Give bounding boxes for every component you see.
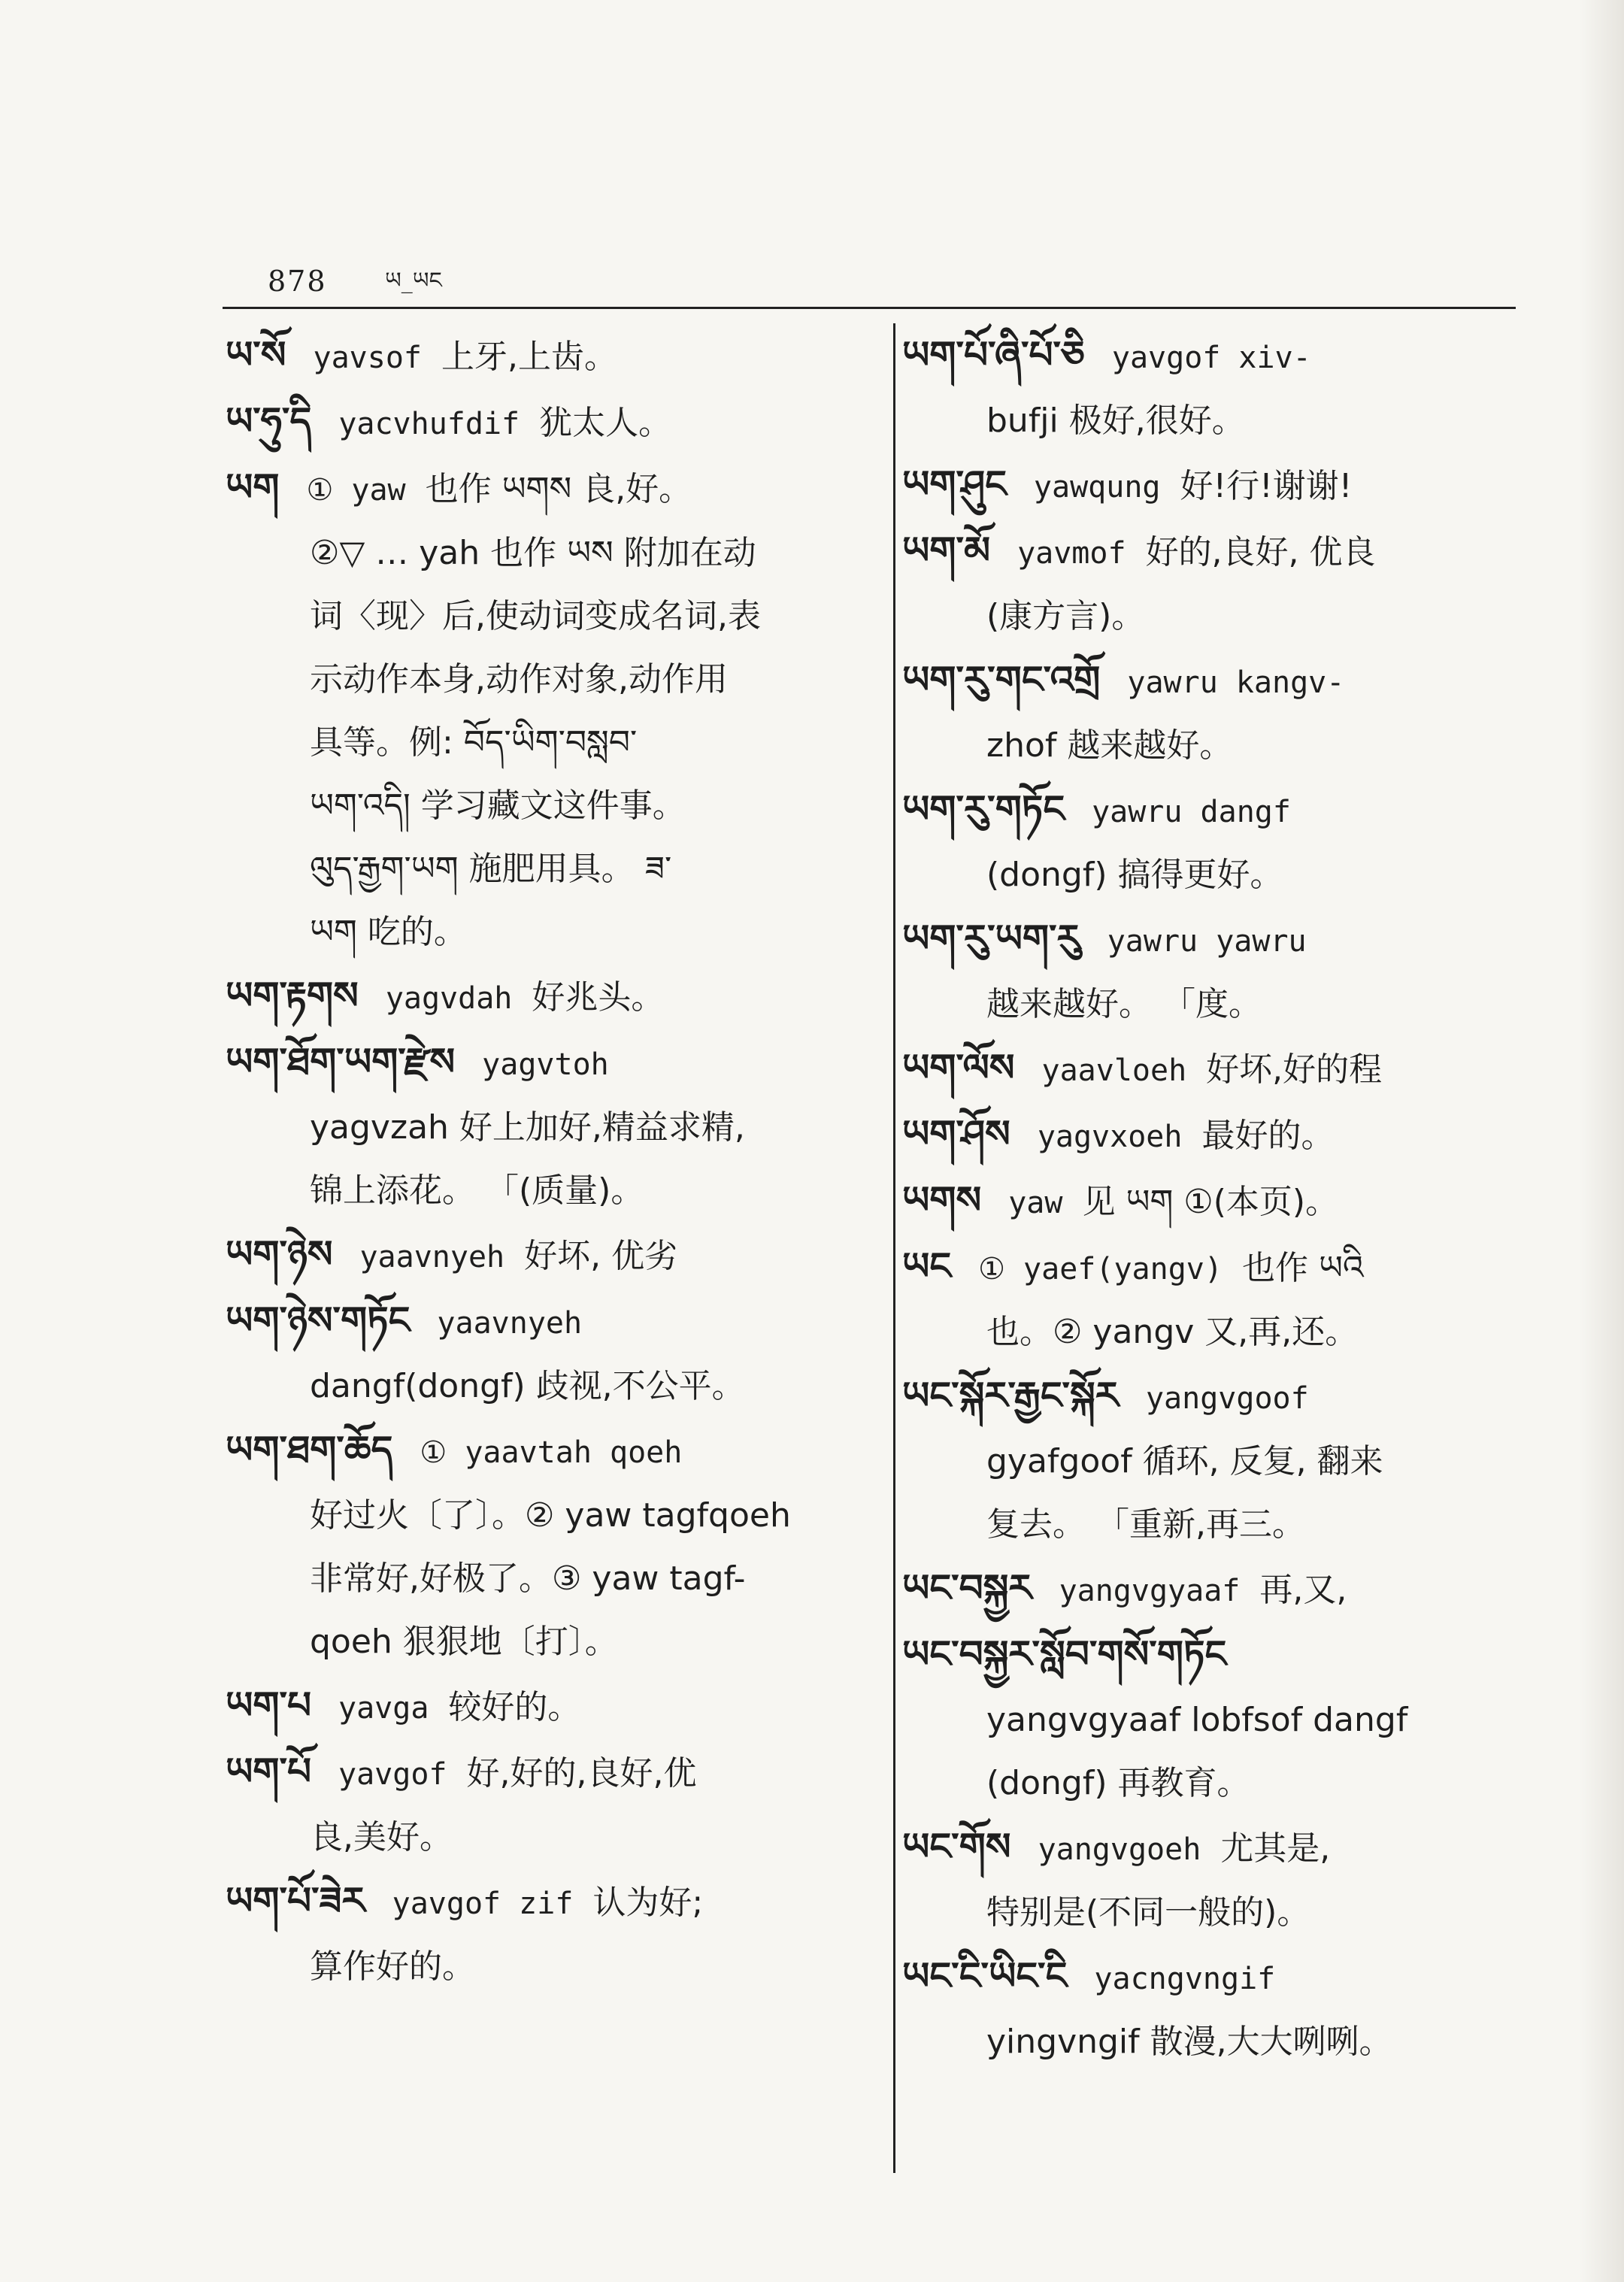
romanization: yavga — [338, 1691, 429, 1726]
gloss-text: 见 ཡག ①(本页)。 — [1082, 1183, 1339, 1221]
dictionary-entry — [902, 323, 1526, 453]
headword-tibetan: ཡ་ཧུ་དི — [226, 399, 312, 443]
entry-headline — [902, 907, 1526, 973]
entry-continuation-line — [902, 585, 1526, 648]
gloss-text: 最好的。 — [1201, 1117, 1335, 1155]
entry-continuation-line — [226, 901, 872, 964]
gloss-text: 再,又, — [1259, 1571, 1347, 1609]
dictionary-entry — [902, 1623, 1526, 1815]
gloss-text: gyafgoof 循环, 反复, 翻来 — [986, 1442, 1383, 1480]
gloss-text: 锦上添花。 「(质量)。 — [310, 1171, 644, 1210]
entry-headline — [902, 1623, 1526, 1689]
entry-headline — [226, 964, 872, 1030]
gloss-text: qoeh 狠狠地〔打〕。 — [310, 1623, 618, 1661]
gloss-text: dangf(dongf) 歧视,不公平。 — [310, 1367, 745, 1405]
entry-headline — [902, 323, 1526, 389]
dictionary-entry — [902, 1235, 1526, 1364]
romanization: yagvxoeh — [1037, 1120, 1183, 1154]
romanization: yawru kangv- — [1127, 665, 1345, 700]
entry-continuation-line — [226, 774, 872, 838]
headword-tibetan: ཡག — [226, 465, 280, 509]
entry-headline — [902, 648, 1526, 714]
gloss-text: 犹太人。 — [539, 404, 672, 442]
dictionary-entry — [226, 1740, 872, 1869]
romanization: yawru dangf — [1092, 795, 1291, 829]
entry-continuation-line — [226, 522, 872, 585]
gloss-text: 非常好,好极了。③ yaw tagf- — [310, 1559, 746, 1598]
dictionary-entry — [902, 1102, 1526, 1168]
romanization: yaavnyeh — [437, 1306, 583, 1341]
headword-tibetan: ཡ་སོ — [226, 333, 286, 377]
gloss-text: (dongf) 搞得更好。 — [986, 856, 1283, 894]
dictionary-entry — [226, 1223, 872, 1289]
entry-headline — [902, 1364, 1526, 1430]
entry-continuation-line — [226, 838, 872, 901]
headword-tibetan: ཡང་བསྐྱར — [902, 1566, 1032, 1610]
dictionary-entry — [902, 1815, 1526, 1944]
romanization: yavgof xiv- — [1111, 341, 1311, 375]
dictionary-entry — [226, 1869, 872, 1999]
entry-continuation-line — [226, 1935, 872, 1999]
romanization: yacngvngif — [1094, 1962, 1276, 1996]
headword-tibetan: ཡང་ངི་ཡིང་ངི — [902, 1954, 1068, 1998]
gloss-text: 良,美好。 — [310, 1818, 453, 1856]
romanization: yangvgoof — [1145, 1381, 1309, 1416]
gloss-text: 算作好的。 — [310, 1947, 475, 1986]
entry-continuation-line — [902, 1493, 1526, 1556]
headword-tibetan: ཡག་ཤུང — [902, 462, 1007, 506]
entry-continuation-line — [226, 711, 872, 774]
dictionary-entry — [226, 1030, 872, 1223]
headword-tibetan: ཡག་རྟགས — [226, 974, 359, 1017]
entry-continuation-line — [902, 389, 1526, 453]
romanization: yawru yawru — [1107, 924, 1307, 959]
headword-tibetan: ཡང་སྐོར་རྒྱང་སྐོར — [902, 1374, 1119, 1417]
romanization: yavsof — [313, 341, 422, 375]
romanization: yangvgoeh — [1038, 1832, 1201, 1867]
romanization: yaavnyeh — [359, 1240, 505, 1274]
gloss-text: ཡག 吃的。 — [310, 913, 467, 951]
romanization: ① yaef(yangv) — [978, 1252, 1223, 1286]
gloss-text: 好坏,好的程 — [1206, 1050, 1383, 1089]
entry-headline — [226, 1223, 872, 1289]
dictionary-entry — [902, 453, 1526, 519]
romanization: yavgof — [338, 1757, 447, 1792]
dictionary-entry — [902, 1364, 1526, 1556]
entry-headline — [902, 453, 1526, 519]
gloss-text: 好坏, 优劣 — [524, 1237, 678, 1275]
dictionary-entry — [226, 1289, 872, 1418]
entry-headline — [902, 1944, 1526, 2011]
headword-tibetan: ཡག་རུ་ཡག་རུ — [902, 917, 1080, 960]
headword-tibetan: ཡག་མོ — [902, 529, 991, 572]
entry-headline — [226, 323, 872, 389]
headword-tibetan: ཡང — [902, 1244, 952, 1288]
page-number: 878 — [268, 265, 327, 298]
left-column — [226, 323, 872, 1999]
gloss-text: yangvgyaaf lobfsof dangf — [986, 1701, 1408, 1739]
column-divider — [893, 323, 895, 2173]
romanization: yaavloeh — [1041, 1053, 1187, 1088]
gloss-text: 也。② yangv 又,再,还。 — [986, 1313, 1359, 1351]
gloss-text: 好!行!谢谢! — [1180, 467, 1353, 505]
entry-headline — [226, 456, 872, 522]
entry-continuation-line — [902, 1430, 1526, 1493]
gloss-text: 好过火〔了〕。② yaw tagfqoeh — [310, 1496, 791, 1535]
entry-continuation-line — [226, 1806, 872, 1869]
headword-tibetan: ཡག་པ — [226, 1683, 311, 1727]
gloss-text: (康方言)。 — [986, 597, 1145, 635]
gloss-text: 认为好; — [592, 1883, 704, 1922]
gloss-text: 复去。 「重新,再三。 — [986, 1505, 1305, 1544]
romanization: yawqung — [1033, 470, 1161, 505]
dictionary-entry — [226, 1674, 872, 1740]
dictionary-entry — [226, 964, 872, 1030]
entry-continuation-line — [226, 1484, 872, 1547]
entry-continuation-line — [226, 1611, 872, 1674]
headword-tibetan: ཡག་ཉེས་གཏོང — [226, 1299, 411, 1342]
gloss-text: 特别是(不同一般的)。 — [986, 1893, 1310, 1932]
entry-continuation-line — [902, 844, 1526, 907]
entry-headline — [226, 1869, 872, 1935]
gloss-text: 也作 ཡའི — [1241, 1249, 1364, 1287]
gloss-text: yingvngif 散漫,大大咧咧。 — [986, 2023, 1392, 2061]
entry-headline — [902, 1102, 1526, 1168]
dictionary-entry — [226, 1418, 872, 1674]
gloss-text: yagvzah 好上加好,精益求精, — [310, 1108, 745, 1147]
entry-headline — [226, 1674, 872, 1740]
entry-headline — [902, 1556, 1526, 1623]
headword-tibetan: ཡག་པོ — [226, 1750, 311, 1793]
entry-continuation-line — [902, 973, 1526, 1036]
dictionary-entry — [226, 323, 872, 389]
entry-headline — [902, 777, 1526, 844]
entry-continuation-line — [226, 1355, 872, 1418]
headword-tibetan: ཡག་ཐག་ཆོད — [226, 1428, 393, 1471]
entry-headline — [226, 389, 872, 456]
gloss-text: ལུད་རྒྱག་ཡག 施肥用具。 ཟ་ — [310, 850, 672, 888]
headword-tibetan: ཡང་གོས — [902, 1825, 1011, 1868]
header-rule — [223, 307, 1516, 309]
page-header-tibetan: ཡ_ཡང — [385, 268, 442, 294]
entry-continuation-line — [226, 1547, 872, 1611]
dictionary-entry — [902, 1168, 1526, 1235]
entry-headline — [902, 1815, 1526, 1881]
entry-continuation-line — [902, 1301, 1526, 1364]
gloss-text: 具等。例: བོད་ཡིག་བསླབ་ — [310, 723, 638, 762]
gloss-text: 尤其是, — [1220, 1829, 1331, 1868]
page-edge-shadow — [1579, 0, 1624, 2282]
romanization: yagvdah — [385, 981, 513, 1016]
headword-tibetan: ཡག་པོ་ཟེར — [226, 1879, 365, 1923]
entry-continuation-line — [226, 585, 872, 648]
entry-continuation-line — [902, 1881, 1526, 1944]
headword-tibetan: ཡང་བསྐྱར་སློབ་གསོ་གཏོང — [902, 1632, 1227, 1676]
dictionary-entry — [226, 456, 872, 522]
gloss-text: ②▽ … yah 也作 ཡས 附加在动 — [310, 534, 756, 572]
dictionary-entry — [902, 777, 1526, 907]
entry-headline — [902, 1036, 1526, 1102]
gloss-text: 好的,良好, 优良 — [1145, 533, 1376, 571]
entry-continuation-line — [226, 1096, 872, 1159]
romanization: yacvhufdif — [338, 407, 520, 441]
headword-tibetan: ཡགས — [902, 1178, 982, 1222]
entry-continuation-line — [902, 2011, 1526, 2074]
entry-headline — [902, 519, 1526, 585]
romanization: yaw — [1008, 1186, 1063, 1220]
romanization: yangvgyaaf — [1059, 1574, 1241, 1608]
romanization: yavgof zif — [392, 1887, 574, 1921]
gloss-text: 也作 ཡགས 良,好。 — [425, 470, 692, 508]
dictionary-entry — [902, 648, 1526, 777]
entry-headline — [226, 1418, 872, 1484]
romanization: yavmof — [1017, 536, 1126, 571]
gloss-text: 词〈现〉后,使动词变成名词,表 — [310, 597, 761, 635]
gloss-text: 上牙,上齿。 — [441, 338, 617, 376]
headword-tibetan: ཡག་རུ་གཏོང — [902, 787, 1065, 831]
gloss-text: zhof 越来越好。 — [986, 726, 1233, 765]
headword-tibetan: ཡག་པོ་ཞི་པོ་ཅི — [902, 333, 1085, 377]
romanization: ① yaavtah qoeh — [420, 1435, 683, 1470]
dictionary-entry — [902, 907, 1526, 1036]
entry-headline — [226, 1289, 872, 1355]
dictionary-entry — [902, 1036, 1526, 1102]
headword-tibetan: ཡག་ཉེས — [226, 1232, 333, 1276]
headword-tibetan: ཡག་ལོས — [902, 1046, 1015, 1089]
dictionary-entry — [902, 1556, 1526, 1623]
gloss-text: 示动作本身,动作对象,动作用 — [310, 660, 728, 699]
entry-continuation-line — [902, 1752, 1526, 1815]
gloss-text: ཡག་འདི། 学习藏文这件事。 — [310, 786, 686, 825]
entry-headline — [226, 1030, 872, 1096]
headword-tibetan: ཡག་རུ་གང་འགྲོ — [902, 658, 1101, 702]
dictionary-entry — [226, 389, 872, 456]
gloss-text: (dongf) 再教育。 — [986, 1764, 1250, 1802]
entry-headline — [902, 1168, 1526, 1235]
gloss-text: 好兆头。 — [532, 978, 665, 1017]
headword-tibetan: ཡག་ཤོས — [902, 1112, 1010, 1156]
entry-headline — [902, 1235, 1526, 1301]
gloss-text: 越来越好。 「度。 — [986, 985, 1262, 1023]
romanization: yagvtoh — [482, 1047, 609, 1082]
right-column — [902, 323, 1526, 2074]
dictionary-entry — [226, 522, 872, 964]
entry-continuation-line — [226, 648, 872, 711]
entry-continuation-line — [226, 1159, 872, 1223]
entry-continuation-line — [902, 714, 1526, 777]
romanization: ① yaw — [306, 473, 406, 508]
dictionary-entry — [902, 519, 1526, 648]
dictionary-entry — [902, 1944, 1526, 2074]
gloss-text: 较好的。 — [448, 1688, 581, 1726]
entry-continuation-line — [902, 1689, 1526, 1752]
entry-headline — [226, 1740, 872, 1806]
gloss-text: 好,好的,良好,优 — [466, 1754, 697, 1793]
gloss-text: bufji 极好,很好。 — [986, 402, 1245, 440]
headword-tibetan: ཡག་ཐོག་ཡག་རྫེས — [226, 1040, 456, 1083]
